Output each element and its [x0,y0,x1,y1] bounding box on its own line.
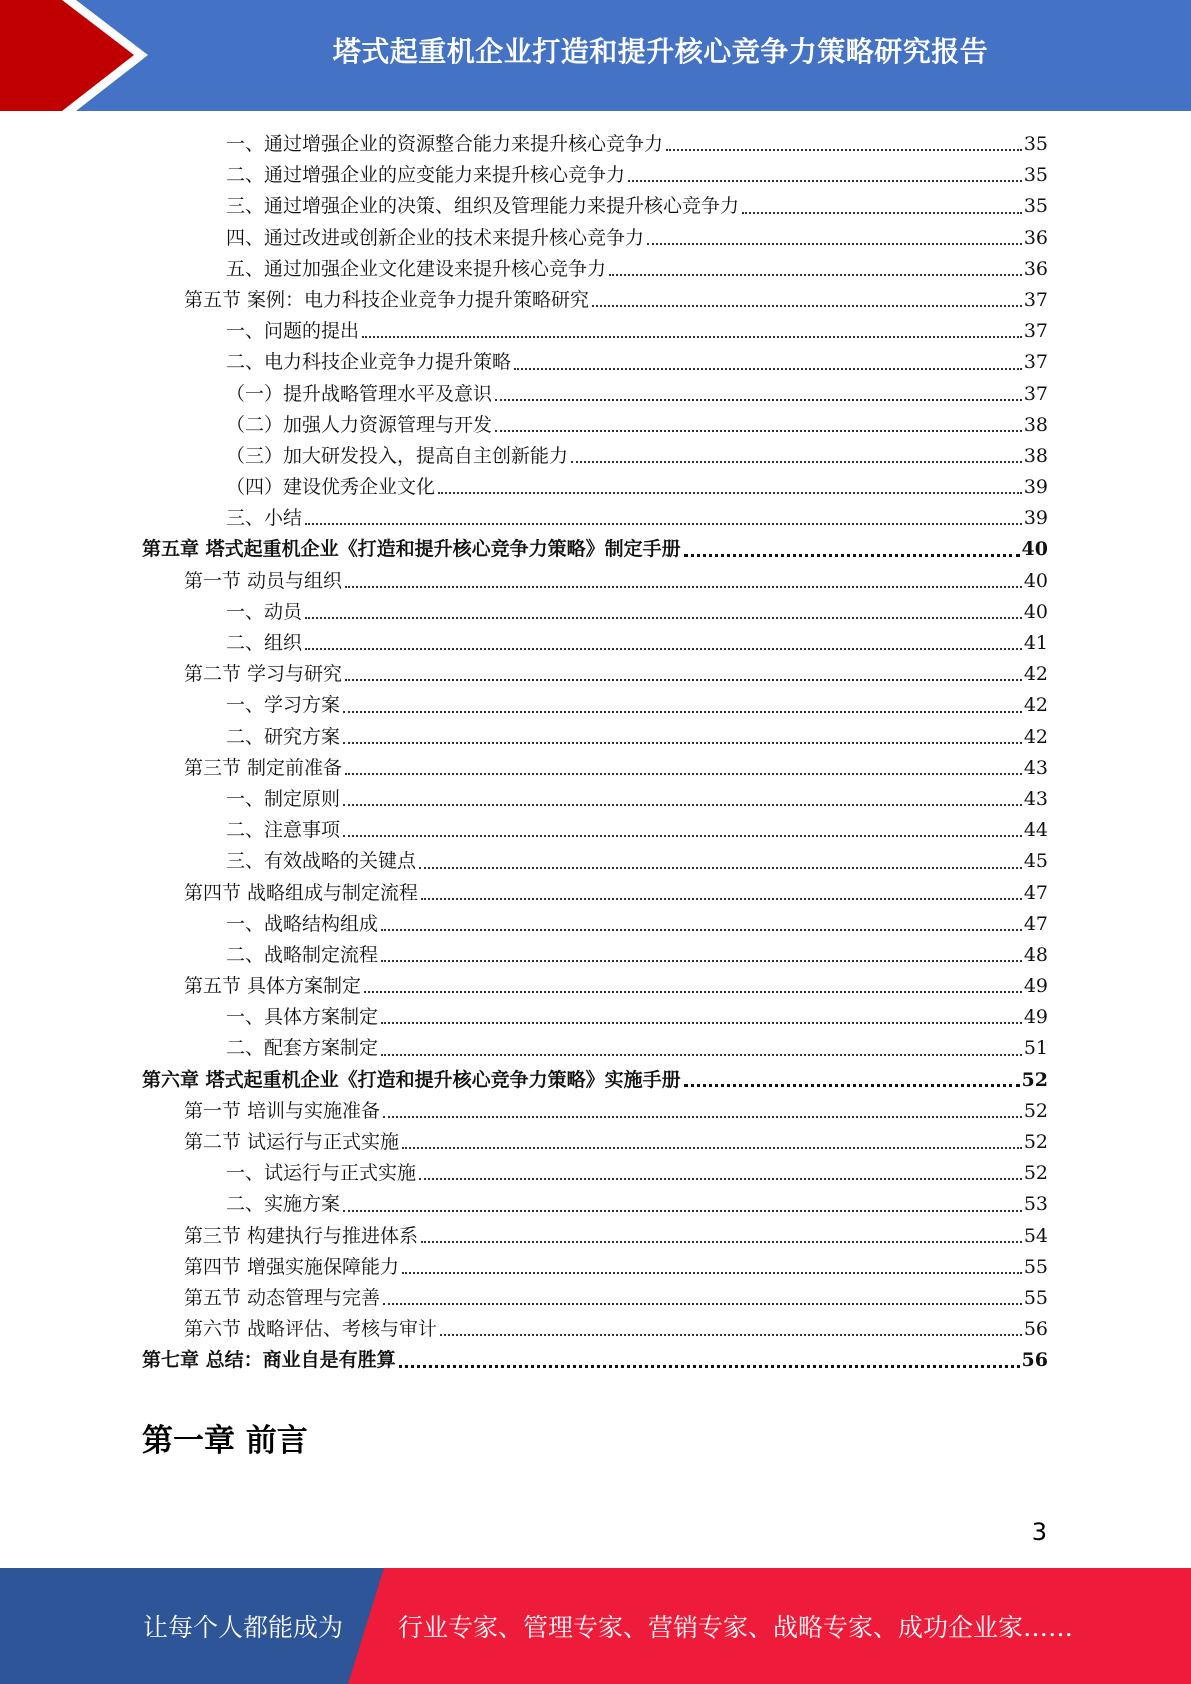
toc-leader-dots [381,929,1022,931]
toc-leader-dots [381,1054,1022,1056]
toc-entry[interactable] [142,379,1048,410]
toc-leader-dots [305,648,1022,650]
toc-entry-label: 三、有效战略的关键点 [226,850,417,873]
toc-entry-page: 49 [1023,1006,1048,1029]
toc-leader-dots [383,1116,1022,1118]
page-footer [0,1568,1191,1684]
toc-entry[interactable] [142,690,1048,721]
toc-entry[interactable] [142,1252,1048,1283]
toc-entry-label: 二、电力科技企业竞争力提升策略 [226,351,512,374]
toc-entry-page: 40 [1023,600,1048,623]
toc-leader-dots [381,1022,1022,1024]
toc-leader-dots [343,1210,1022,1212]
toc-leader-dots [440,1334,1022,1336]
toc-entry[interactable] [142,472,1048,503]
toc-entry[interactable] [142,410,1048,441]
toc-entry-page: 52 [1023,1099,1048,1122]
header-title: 塔式起重机企业打造和提升核心竞争力策略研究报告 [332,35,989,68]
toc-entry-label: 三、通过增强企业的决策、组织及管理能力来提升核心竞争力 [226,195,740,218]
toc-entry-label: 第四节 增强实施保障能力 [184,1255,400,1278]
toc-entry[interactable] [142,846,1048,877]
toc-entry-page: 40 [1021,538,1048,561]
toc-leader-dots [592,305,1022,307]
toc-entry[interactable] [142,223,1048,254]
toc-leader-dots [383,1303,1022,1305]
toc-entry[interactable] [142,722,1048,753]
toc-leader-dots [343,835,1022,837]
toc-leader-dots [402,1272,1022,1274]
toc-entry[interactable] [142,347,1048,378]
toc-entry-page: 55 [1023,1286,1048,1309]
toc-leader-dots [419,1178,1022,1180]
toc-entry-page: 37 [1023,320,1048,343]
toc-entry-label: 一、动员 [226,600,303,623]
toc-entry-label: 一、问题的提出 [226,320,360,343]
toc-leader-dots [666,149,1022,151]
toc-entry-label: （四）建设优秀企业文化 [226,476,436,499]
toc-leader-dots [362,336,1022,338]
toc-entry-page: 54 [1023,1224,1048,1247]
toc-leader-dots [514,368,1022,370]
toc-entry[interactable] [142,1221,1048,1252]
toc-entry-label: 五、通过加强企业文化建设来提升核心竞争力 [226,257,607,280]
toc-entry-page: 37 [1023,382,1048,405]
toc-entry-page: 37 [1023,288,1048,311]
toc-entry[interactable] [142,1345,1048,1376]
toc-leader-dots [343,742,1022,744]
toc-entry-label: 第六章 塔式起重机企业《打造和提升核心竞争力策略》实施手册 [142,1068,681,1091]
toc-entry-label: 第三节 构建执行与推进体系 [184,1224,419,1247]
toc-entry[interactable] [142,129,1048,160]
toc-entry-page: 39 [1023,507,1048,530]
toc-entry[interactable] [142,534,1048,565]
toc-leader-dots [628,180,1022,182]
toc-entry[interactable] [142,160,1048,191]
toc-entry[interactable] [142,1065,1048,1096]
toc-entry-page: 55 [1023,1255,1048,1278]
toc-entry-page: 38 [1023,444,1048,467]
toc-entry[interactable] [142,1314,1048,1345]
toc-entry-page: 42 [1023,694,1048,717]
toc-entry[interactable] [142,971,1048,1002]
toc-entry[interactable] [142,1096,1048,1127]
toc-entry-page: 56 [1021,1349,1048,1372]
toc-leader-dots [305,617,1022,619]
toc-leader-dots [495,399,1022,401]
toc-entry-label: （一）提升战略管理水平及意识 [226,382,493,405]
toc-entry[interactable] [142,1127,1048,1158]
toc-entry[interactable] [142,566,1048,597]
toc-entry-label: 二、实施方案 [226,1193,341,1216]
toc-entry-page: 49 [1023,975,1048,998]
toc-entry[interactable] [142,940,1048,971]
toc-entry-label: 四、通过改进或创新企业的技术来提升核心竞争力 [226,226,645,249]
toc-entry-label: 第四节 战略组成与制定流程 [184,881,419,904]
toc-entry[interactable] [142,441,1048,472]
toc-leader-dots [305,523,1022,525]
toc-entry[interactable] [142,285,1048,316]
toc-entry-page: 36 [1023,226,1048,249]
toc-entry-label: 一、通过增强企业的资源整合能力来提升核心竞争力 [226,133,664,155]
chapter-heading: 第一章 前言 [142,1423,308,1459]
toc-entry-label: 第五节 动态管理与完善 [184,1286,381,1309]
toc-entry-label: （二）加强人力资源管理与开发 [226,413,493,436]
toc-entry-page: 35 [1023,195,1048,218]
toc-entry-page: 37 [1023,351,1048,374]
toc-entry[interactable] [142,753,1048,784]
toc-entry-page: 42 [1023,663,1048,686]
toc-entry-label: 第二节 学习与研究 [184,663,343,686]
toc-leader-dots [399,1365,1020,1368]
toc-entry-page: 35 [1023,133,1048,155]
toc-entry[interactable] [142,878,1048,909]
toc-entry-page: 52 [1023,1162,1048,1185]
table-of-contents [142,129,1048,1377]
toc-leader-dots [402,1147,1022,1149]
toc-entry[interactable] [142,1158,1048,1189]
toc-leader-dots [419,867,1022,869]
toc-entry-label: 一、制定原则 [226,787,341,810]
toc-leader-dots [364,991,1022,993]
toc-entry[interactable] [142,597,1048,628]
toc-entry-label: 二、通过增强企业的应变能力来提升核心竞争力 [226,164,626,187]
toc-leader-dots [343,711,1022,713]
toc-entry-page: 48 [1023,943,1048,966]
toc-entry-label: 一、学习方案 [226,694,341,717]
toc-entry[interactable] [142,1189,1048,1220]
toc-entry[interactable] [142,815,1048,846]
toc-leader-dots [609,274,1022,276]
toc-entry-label: 二、配套方案制定 [226,1037,379,1060]
toc-entry-page: 52 [1021,1068,1048,1091]
toc-entry-label: 一、战略结构组成 [226,912,379,935]
toc-leader-dots [381,960,1022,962]
toc-entry[interactable] [142,659,1048,690]
footer-slogan-right: 行业专家、管理专家、营销专家、战略专家、成功企业家…… [398,1613,1074,1642]
toc-entry-page: 40 [1023,569,1048,592]
toc-entry-label: 二、组织 [226,632,303,654]
toc-entry[interactable] [142,254,1048,285]
toc-entry-label: 第五章 塔式起重机企业《打造和提升核心竞争力策略》制定手册 [142,538,681,561]
toc-entry-page: 42 [1023,725,1048,748]
toc-entry-label: 二、研究方案 [226,725,341,748]
toc-entry[interactable] [142,784,1048,815]
toc-entry-page: 43 [1023,787,1048,810]
toc-entry-page: 38 [1023,413,1048,436]
toc-entry-page: 56 [1023,1318,1048,1341]
toc-leader-dots [421,1241,1022,1243]
toc-leader-dots [343,804,1022,806]
toc-leader-dots [345,586,1022,588]
toc-entry-label: 一、试运行与正式实施 [226,1162,417,1185]
toc-entry-page: 44 [1023,819,1048,842]
toc-leader-dots [421,898,1022,900]
footer-slogan-left: 让每个人都能成为 [143,1613,344,1642]
toc-leader-dots [345,773,1022,775]
toc-entry-page: 36 [1023,257,1048,280]
toc-entry-label: 二、战略制定流程 [226,943,379,966]
toc-leader-dots [742,212,1022,214]
toc-entry[interactable] [142,1033,1048,1064]
toc-entry-page: 53 [1023,1193,1048,1216]
toc-entry-label: 第一节 培训与实施准备 [184,1099,381,1122]
toc-entry-label: 第三节 制定前准备 [184,756,343,779]
toc-entry-page: 35 [1023,164,1048,187]
toc-entry-page: 52 [1023,1131,1048,1153]
toc-entry-label: 一、具体方案制定 [226,1006,379,1029]
toc-entry[interactable] [142,316,1048,347]
toc-entry-page: 43 [1023,756,1048,779]
page-number: 3 [1031,1518,1047,1546]
toc-entry-label: 第二节 试运行与正式实施 [184,1131,400,1153]
toc-entry-page: 51 [1023,1037,1048,1060]
toc-entry-label: 二、注意事项 [226,819,341,842]
toc-entry-label: （三）加大研发投入，提高自主创新能力 [226,444,569,467]
toc-leader-dots [684,1084,1020,1087]
toc-entry-label: 三、小结 [226,507,303,530]
toc-entry-page: 39 [1023,476,1048,499]
toc-entry[interactable] [142,909,1048,940]
toc-entry[interactable] [142,628,1048,659]
toc-entry-page: 45 [1023,850,1048,873]
toc-leader-dots [345,679,1022,681]
toc-leader-dots [647,243,1022,245]
toc-entry-page: 47 [1023,881,1048,904]
toc-entry-label: 第一节 动员与组织 [184,569,343,592]
toc-entry-page: 41 [1023,632,1048,654]
toc-leader-dots [438,492,1022,494]
toc-entry-label: 第六节 战略评估、考核与审计 [184,1318,438,1341]
toc-leader-dots [571,461,1022,463]
toc-entry-label: 第五节 案例：电力科技企业竞争力提升策略研究 [184,288,590,311]
toc-entry-label: 第七章 总结：商业自是有胜算 [142,1349,396,1372]
toc-entry[interactable] [142,1002,1048,1033]
toc-entry-page: 47 [1023,912,1048,935]
page-header [0,0,1191,111]
toc-leader-dots [684,554,1020,557]
toc-entry[interactable] [142,191,1048,222]
toc-entry[interactable] [142,1283,1048,1314]
toc-entry-label: 第五节 具体方案制定 [184,975,362,998]
toc-leader-dots [495,430,1022,432]
toc-entry[interactable] [142,503,1048,534]
